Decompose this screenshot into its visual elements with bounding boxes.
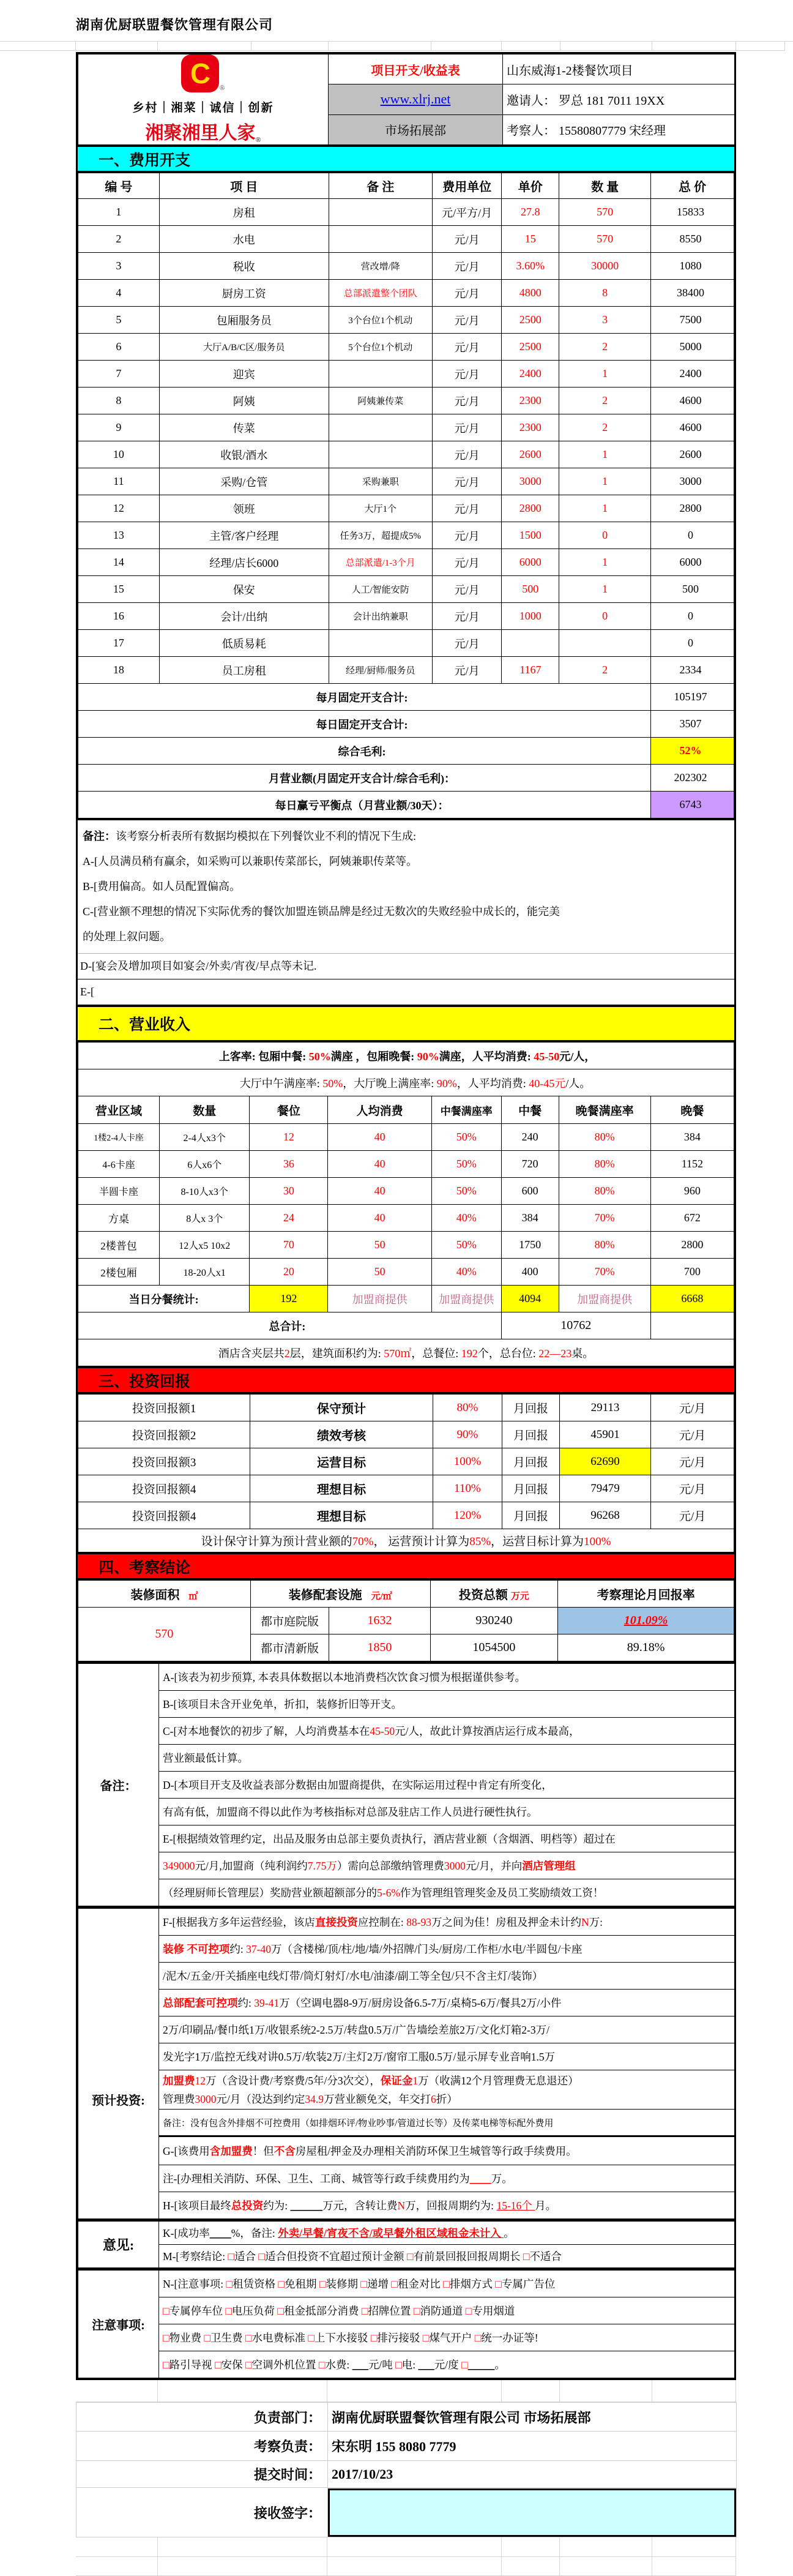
revenue-row: 4-6卡座 6人x6个 36 40 50% 720 80% 1152 [78,1151,734,1178]
expense-row: 16 会计/出纳 会计出纳兼职 元/月 1000 0 0 [78,603,734,630]
gross-margin-value: 52% [651,738,734,765]
inspector-row [76,2432,737,2461]
decoration-area: 570 [78,1608,251,1661]
expense-row: 9 传菜 元/月 2300 2 4600 [78,414,734,441]
note-b: B-[费用偏高。如人员配置偏高。 [83,880,240,893]
investment-block [76,1392,736,1554]
remarks-label: 备注： [78,1664,159,1906]
section-4-header: 四、考察结论 [76,1552,736,1580]
registered-mark: ® [219,83,225,92]
expense-row: 7 迎宾 元/月 2400 1 2400 [78,361,734,388]
expense-row: 18 员工房租 经理/厨师/服务员 元/月 1167 2 2334 [78,657,734,684]
budget-line: 加盟费12万（含设计费/考察费/5年/分3次交），保证金1万（收满12个月管理费无息退还） 管理费3000元/月（没达到约定34.9万营业额免交，年交打6折） [159,2070,735,2110]
stat-franchise: 加盟商提供 [559,1286,650,1312]
section-2-header: 二、营业收入 [76,1005,736,1042]
col-header: 营业区域 [78,1096,160,1124]
investment-row: 投资回报额4 理想目标 110% 月回报 79479 元/月 [78,1475,734,1502]
remark-line: E-[根据绩效管理约定，出品及服务由总部主要负责执行，酒店营业额（含烟酒、明档等）超过在 [159,1825,735,1852]
empty-grid-row [76,2557,736,2576]
operation-target-value: 62690 [559,1448,651,1475]
conclusion-block [76,1578,736,1663]
empty-grid-row [76,2380,736,2402]
revenue-row: 2楼普包 12人x5 10x2 70 50 50% 1750 80% 2800 [78,1232,734,1259]
grand-total-value: 10762 [501,1312,650,1339]
grid-strip-top [0,41,793,51]
col-header: 单价 [502,173,559,199]
signature-row [76,2488,737,2537]
col-header: 晚餐 [650,1096,734,1124]
expense-row: 6 大厅A/B/C区/服务员 5个台位1个机动 元/月 2500 2 5000 [78,334,734,361]
building-footnote: 酒店含夹层共2层，建筑面积约为: 570㎡，总餐位: 192个，总台位: 22—23桌。 [78,1339,734,1366]
revenue-block [76,1040,736,1368]
expense-row: 15 保安 人工/智能安防 元/月 500 1 500 [78,576,734,603]
stat-dinner: 6668 [650,1286,734,1312]
form-title: 项目开支/收益表 [329,54,503,84]
note-a: A-[人员满员稍有赢余，如采购可以兼职传菜部长，阿姨兼职传菜等。 [83,855,417,867]
website-link[interactable]: www.xlrj.net [380,91,451,107]
expense-row: 11 采购/仓管 采购兼职 元/月 3000 1 3000 [78,468,734,495]
monthly-total-row: 每月固定开支合计: 105197 [78,684,734,711]
gross-margin-row: 综合毛利: 52% [78,738,734,765]
logo-c-icon: C [181,54,219,92]
conclusion-row: 570 都市庭院版 1632 930240 101.09% [78,1608,734,1634]
revenue-header-row [78,1096,734,1124]
conclusion-row: 都市清新版 1850 1054500 89.18% [78,1634,734,1661]
col-header: 中餐满座率 [431,1096,501,1124]
expense-row: 1 房租 元/平方/月 27.8 570 15833 [78,199,734,226]
submit-time-label: 提交时间： [76,2461,328,2488]
col-header: 中餐 [501,1096,559,1124]
expense-row: 13 主管/客户经理 任务3万，超提成5% 元/月 1500 0 0 [78,522,734,549]
opinion-k: K-[成功率____%，备注: 外卖/早餐/宵夜不含/或早餐外租区域租金未计入 。 [159,2222,735,2245]
section-3-header: 三、投资回报 [76,1366,736,1394]
col-header: 总 价 [651,173,734,199]
calc-note: 设计保守计算为预计营业额的70%， 运营预计计算为85%，运营目标计算为100% [78,1529,734,1552]
empty-grid-row [76,2537,736,2557]
budget-line: /泥木/五金/开关插座电线灯带/筒灯射灯/水电/油漆/副工等全包/只不含主灯/装饰） [159,1963,735,1990]
dept-value: 湖南优厨联盟餐饮管理有限公司 市场拓展部 [328,2403,737,2432]
budget-block [76,1906,736,2221]
daily-total-value: 3507 [651,711,734,738]
revenue-row: 2楼包厢 18-20人x1 20 50 40% 400 70% 700 [78,1259,734,1286]
remark-line: D-[本项目开支及收益表部分数据由加盟商提供，在实际运用过程中肯定有所变化， [159,1772,735,1799]
col-header: 餐位 [250,1096,328,1124]
budget-line: 发光字1万/监控无线对讲0.5万/软装2万/主灯2万/窗帘工服0.5万/显示屏专业音响1.5万 [159,2043,735,2070]
revenue-row: 1楼2-4人卡座 2-4人x3个 12 40 50% 240 80% 384 [78,1124,734,1151]
expense-row: 3 税收 营改增/降 元/月 3.60% 30000 1080 [78,253,734,280]
note-d: D-[宴会及增加项目如宴会/外卖/宵夜/早点等未记. [78,954,734,979]
caution-line: □专属停车位 □电压负荷 □租金抵部分消费 □招牌位置 □消防通道 □专用烟道 [159,2297,735,2324]
remark-line: 营业额最低计算。 [159,1745,735,1772]
header-block [76,52,736,147]
budget-label: 预计投资: [78,1909,159,2219]
logo-brand: 湘聚湘里人家® [145,123,261,144]
website-cell [329,84,503,114]
monthly-revenue-row: 月营业额(月固定开支合计/综合毛利)： 202302 [78,765,734,792]
remark-line: 有高有低，加盟商不得以此作为考核指标对总部及驻店工作人员进行硬性执行。 [159,1799,735,1825]
opinion-block [76,2219,736,2270]
investment-row: 投资回报额1 保守预计 80% 月回报 29113 元/月 [78,1395,734,1421]
inviter: 邀请人： 罗总 181 7011 19XX [503,84,735,114]
caution-line: □物业费 □卫生费 □水电费标准 □上下水接驳 □排污接驳 □煤气开户 □统一办证等! [159,2324,735,2351]
expense-row: 12 领班 大厅1个 元/月 2800 1 2800 [78,495,734,522]
inspector-value: 宋东明 155 8080 7779 [328,2432,737,2461]
expense-row: 8 阿姨 阿姨兼传菜 元/月 2300 2 4600 [78,388,734,414]
expense-row: 4 厨房工资 总部派遣整个团队 元/月 4800 8 38400 [78,280,734,307]
inspector-label: 考察负责： [76,2432,328,2461]
expense-row: 14 经理/店长6000 总部派遣/1-3个月 元/月 6000 1 6000 [78,549,734,576]
monthly-revenue-value: 202302 [651,765,734,792]
expense-notes-block [76,818,736,1007]
col-header: 编 号 [78,173,160,199]
expense-table-block [76,171,736,820]
project-name: 山东威海1-2楼餐饮项目 [503,54,735,84]
section-1-header: 一、费用开支 [76,145,736,173]
expense-row: 10 收银/酒水 元/月 2600 1 2600 [78,441,734,468]
return-rate-1: 101.09% [558,1608,734,1634]
monthly-total-value: 105197 [651,684,734,711]
budget-line: 2万/印刷品/餐巾纸1万/收银系统2-2.5万/转盘0.5万/广告墙绘差旅2万/文化灯箱2-3万/ [159,2016,735,2043]
occupancy-intro-1: 上客率: 包厢中餐: 50%满座 ，包厢晚餐: 90%满座，人平均消费: 45-50元/人， [78,1043,734,1069]
budget-line: F-[根据我方多年运营经验，该店直接投资应控制在: 88-93万之间为佳！房租及押金未计约N万: [159,1909,735,1936]
caution-line: N-[注意事项: □租赁资格 □免租期 □装修期 □递增 □租金对比 □排烟方式 □专属广告位 [159,2271,735,2297]
remark-line: C-[对本地餐饮的初步了解，人均消费基本在45-50元/人，故此计算按酒店运行成本最高， [159,1718,735,1745]
remark-line: 349000元/月,加盟商（纯利润约7.75万）需向总部缴纳管理费3000元/月，并向酒店管理组 [159,1852,735,1879]
budget-line: 装修 不可控项约: 37-40万（含楼梯/顶/柱/地/墙/外招牌/门头/厨房/工作柜/水电/半圆包/卡座 [159,1936,735,1963]
opinion-m: M-[考察结论: □适合 □适合但投资不宜超过预计金额 □有前景回报回报周期长 □不适合 [159,2245,735,2268]
expense-row: 5 包厢服务员 3个台位1个机动 元/月 2500 3 7500 [78,307,734,334]
signature-box[interactable] [328,2488,736,2537]
note-c2: 的处理上叙问题。 [83,930,171,943]
budget-line-zhu: 注-[办理相关消防、环保、卫生、工商、城管等行政手续费用约为____万。 [159,2165,735,2192]
remark-line: （经理厨师长管理层）奖励营业额超额部分的5-6%作为管理组管理奖金及员工奖励绩效工资！ [159,1879,735,1906]
col-header: 备 注 [329,173,432,199]
breakeven-value: 6743 [651,792,734,818]
stat-franchise: 加盟商提供 [328,1286,431,1312]
daily-stat-label: 当日分餐统计: [78,1286,250,1312]
col-header: 装修面积 ㎡ [78,1581,251,1608]
dept-row [76,2403,737,2432]
footer-area [76,2380,736,2576]
signature-label: 接收签字： [76,2488,328,2537]
col-header: 投资总额 万元 [430,1581,558,1608]
col-header: 费用单位 [432,173,502,199]
stat-lunch: 4094 [501,1286,559,1312]
investment-row: 投资回报额4 理想目标 120% 月回报 96268 元/月 [78,1502,734,1529]
col-header: 数 量 [559,173,651,199]
department: 市场拓展部 [329,114,503,144]
return-rate-2: 89.18% [558,1634,734,1661]
col-header: 数量 [160,1096,250,1124]
breakeven-row: 每日赢亏平衡点（月营业额/30天）： 6743 [78,792,734,818]
col-header: 装修配套设施 元/㎡ [250,1581,430,1608]
expense-row: 2 水电 元/月 15 570 8550 [78,226,734,253]
budget-line-h: H-[该项目最终总投资约为: ______万元，含转让费N万，回报周期约为: 15-16个 月。 [159,2192,735,2219]
company-logo [78,54,329,145]
col-header: 项 目 [159,173,329,199]
investment-row: 投资回报额3 运营目标 100% 月回报 62690 元/月 [78,1448,734,1475]
logo-slogan: 乡村｜湘菜｜诚信｜创新 [132,102,274,114]
col-header: 考察理论月回报率 [558,1581,734,1608]
note-e: E-[ [78,979,734,1005]
cautions-block [76,2268,736,2380]
grand-total-row [78,1312,734,1339]
inspector: 考察人： 15580807779 宋经理 [503,114,735,144]
caution-line: □路引导视 □安保 □空调外机位置 □水费: ___元/吨 □电: ___元/度 □_____。 [159,2351,735,2378]
expense-header-row [78,173,734,199]
remarks-block [76,1661,736,1908]
grand-total-label: 总合计: [78,1312,502,1339]
stat-seats: 192 [250,1286,328,1312]
revenue-row: 半圆卡座 8-10人x3个 30 40 50% 600 80% 960 [78,1178,734,1205]
daily-stat-row [78,1286,734,1312]
note-intro: 备注：该考察分析表所有数据均模拟在下列餐饮业不利的情况下生成: [83,830,416,842]
top-strip [0,0,793,52]
daily-total-row: 每日固定开支合计: 3507 [78,711,734,738]
submit-time-row [76,2461,737,2488]
investment-row: 投资回报额2 绩效考核 90% 月回报 45901 元/月 [78,1421,734,1448]
remark-line: B-[该项目未含开业免单，折扣，装修折旧等开支。 [159,1691,735,1718]
stat-franchise: 加盟商提供 [431,1286,501,1312]
budget-note: 备注：没有包含外排烟不可控费用（如排烟环评/物业吵事/管道过长等）及传菜电梯等标配外费用 [159,2110,735,2136]
note-c: C-[营业额不理想的情况下实际优秀的餐饮加盟连锁品牌是经过无数次的失败经验中成长的，能完美 [83,905,560,918]
company-title: 湖南优厨联盟餐饮管理有限公司 [76,17,274,32]
budget-line-g: G-[该费用含加盟费！但不含房屋租/押金及办理相关消防环保卫生城管等行政手续费用。 [159,2136,735,2165]
col-header: 人均消费 [328,1096,431,1124]
revenue-row: 方桌 8人x 3个 24 40 40% 384 70% 672 [78,1205,734,1232]
budget-line: 总部配套可控项约: 39-41万（空调电器8-9万/厨房设备6.5-7万/桌椅5-6万/餐具2万/小件 [159,1990,735,2016]
col-header: 晚餐满座率 [559,1096,650,1124]
opinion-label: 意见: [78,2222,159,2268]
submit-time-value: 2017/10/23 [328,2461,737,2488]
remark-line: A-[该表为初步预算, 本表具体数据以本地消费档次饮食习惯为根据谨供参考。 [159,1664,735,1691]
dept-label: 负责部门： [76,2403,328,2432]
conclusion-header-row [78,1581,734,1608]
occupancy-intro-2: 大厅中午满座率: 50%，大厅晚上满座率: 90%，人平均消费: 40-45元/人。 [78,1069,734,1096]
cautions-label: 注意事项: [78,2271,159,2378]
expense-row: 17 低质易耗 元/月 0 [78,630,734,657]
